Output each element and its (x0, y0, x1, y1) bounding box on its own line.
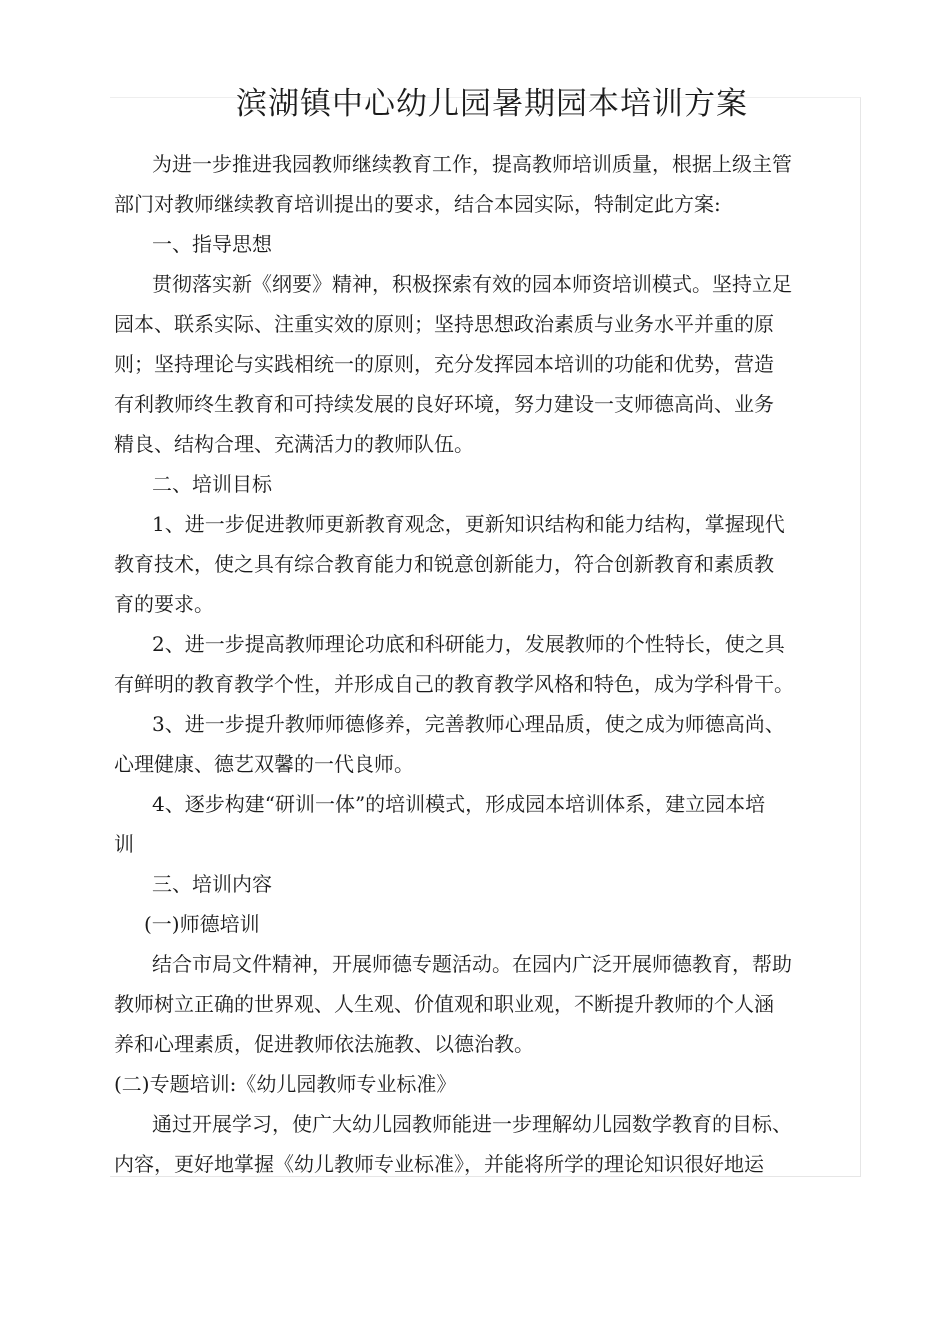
section-heading: 三、培训内容 (152, 872, 272, 896)
subsection-heading: (二)专题培训:《幼儿园教师专业标准》 (114, 1072, 457, 1096)
paragraph-line: 教师树立正确的世界观、人生观、价值观和职业观，不断提升教师的个人涵 (114, 992, 774, 1016)
paragraph-line: 精良、结构合理、充满活力的教师队伍。 (114, 432, 474, 456)
paragraph-line: 部门对教师继续教育培训提出的要求，结合本园实际，特制定此方案: (114, 192, 721, 216)
paragraph-line: 1、进一步促进教师更新教育观念，更新知识结构和能力结构，掌握现代 (152, 512, 785, 536)
paragraph-line: 心理健康、德艺双馨的一代良师。 (114, 752, 414, 776)
paragraph-line: 4、逐步构建“研训一体”的培训模式，形成园本培训体系，建立园本培 (152, 792, 766, 816)
paragraph-line: 育的要求。 (114, 592, 214, 616)
subsection-heading: (一)师德培训 (144, 912, 260, 936)
paragraph-line: 则；坚持理论与实践相统一的原则，充分发挥园本培训的功能和优势，营造 (114, 352, 774, 376)
paragraph-line: 内容，更好地掌握《幼儿教师专业标准》，并能将所学的理论知识很好地运 (114, 1152, 764, 1176)
paragraph-line: 教育技术，使之具有综合教育能力和锐意创新能力，符合创新教育和素质教 (114, 552, 774, 576)
paragraph-line: 训 (114, 832, 134, 856)
paragraph-line: 有鲜明的教育教学个性，并形成自己的教育教学风格和特色，成为学科骨干。 (114, 672, 794, 696)
paragraph-line: 贯彻落实新《纲要》精神，积极探索有效的园本师资培训模式。坚持立足 (152, 272, 792, 296)
section-heading: 二、培训目标 (152, 472, 272, 496)
paragraph-line: 结合市局文件精神，开展师德专题活动。在园内广泛开展师德教育，帮助 (152, 952, 792, 976)
paragraph-line: 有利教师终生教育和可持续发展的良好环境，努力建设一支师德高尚、业务 (114, 392, 774, 416)
paragraph-line: 通过开展学习，使广大幼儿园教师能进一步理解幼儿园数学教育的目标、 (152, 1112, 792, 1136)
paragraph-line: 养和心理素质，促进教师依法施教、以德治教。 (114, 1032, 534, 1056)
document-title: 滨湖镇中心幼儿园暑期园本培训方案 (236, 86, 748, 122)
document-body (114, 82, 874, 1184)
paragraph-line: 为进一步推进我园教师继续教育工作，提高教师培训质量，根据上级主管 (152, 152, 792, 176)
section-heading: 一、指导思想 (152, 232, 272, 256)
paragraph-line: 园本、联系实际、注重实效的原则；坚持思想政治素质与业务水平并重的原 (114, 312, 774, 336)
paragraph-line: 2、进一步提高教师理论功底和科研能力，发展教师的个性特长，使之具 (152, 632, 785, 656)
paragraph-line: 3、进一步提升教师师德修养，完善教师心理品质，使之成为师德高尚、 (152, 712, 785, 736)
